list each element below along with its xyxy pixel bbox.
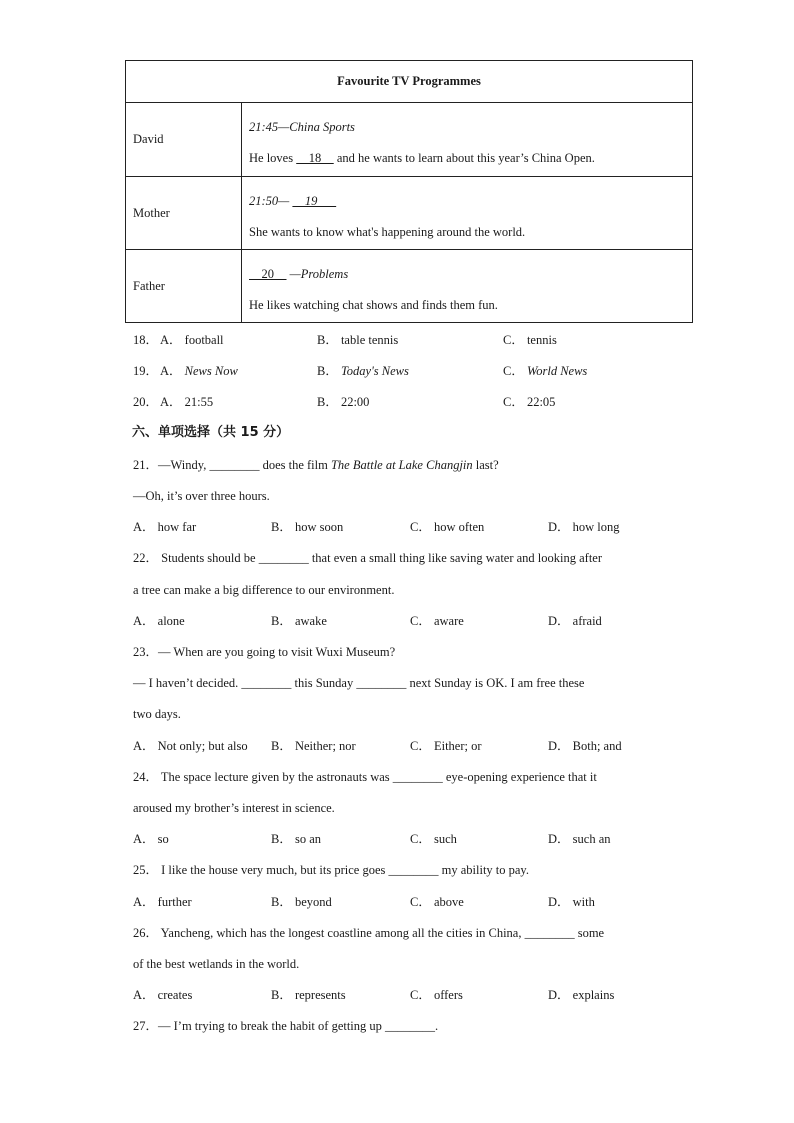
tv-programmes-table <box>125 60 693 323</box>
option-c[interactable]: C． above <box>410 895 464 909</box>
programme-time: 21:45—China Sports <box>249 120 355 134</box>
blank-20: 20 <box>249 266 287 281</box>
question-20: 20． <box>133 395 159 409</box>
table-row: Father 20 —Problems He likes watching chat shows and finds them fun. <box>126 250 693 323</box>
option-c[interactable]: C． Either; or <box>410 739 482 753</box>
blank-19: 19 <box>292 193 337 208</box>
section-heading: 六、单项选择（共 15 分） <box>132 425 290 440</box>
question-27: 27．— I’m trying to break the habit of getting up ________. <box>133 1019 439 1033</box>
option-a[interactable]: A． further <box>133 895 192 909</box>
question-23: 23．— When are you going to visit Wuxi Museum? <box>133 645 396 659</box>
option-a[interactable]: A． News Now <box>160 364 238 378</box>
option-b[interactable]: B． how soon <box>271 520 344 534</box>
question-18: 18． <box>133 333 159 347</box>
row-name: Father <box>126 250 242 323</box>
option-d[interactable]: D． how long <box>548 520 620 534</box>
option-a[interactable]: A． football <box>160 333 224 347</box>
question-text: aroused my brother’s interest in science. <box>133 801 335 815</box>
question-text: — I haven’t decided. ________ this Sunday ________ next Sunday is OK. I am free these <box>133 676 585 690</box>
option-c[interactable]: C． aware <box>410 614 464 628</box>
option-b[interactable]: B． Today's News <box>317 364 409 378</box>
option-c[interactable]: C． such <box>410 832 457 846</box>
option-b[interactable]: B． table tennis <box>317 333 399 347</box>
question-24: 24． The space lecture given by the astronauts was ________ eye-opening experience that it <box>133 770 597 784</box>
table-title: Favourite TV Programmes <box>126 61 693 103</box>
row-name: Mother <box>126 177 242 250</box>
question-25: 25． I like the house very much, but its price goes ________ my ability to pay. <box>133 863 529 877</box>
option-c[interactable]: C． tennis <box>503 333 557 347</box>
option-d[interactable]: D． afraid <box>548 614 602 628</box>
question-text: of the best wetlands in the world. <box>133 957 300 971</box>
question-21: 21．—Windy, ________ does the film The Battle at Lake Changjin last? <box>133 458 499 472</box>
table-row: Mother 21:50— 19 She wants to know what's happening around the world. <box>126 177 693 250</box>
table-row: David 21:45—China Sports He loves 18 and he wants to learn about this year’s China Open. <box>126 103 693 177</box>
row-name: David <box>126 103 242 177</box>
option-a[interactable]: A． 21:55 <box>160 395 214 409</box>
option-d[interactable]: D． Both; and <box>548 739 622 753</box>
option-b[interactable]: B． Neither; nor <box>271 739 356 753</box>
option-b[interactable]: B． 22:00 <box>317 395 370 409</box>
question-text: —Oh, it’s over three hours. <box>133 489 270 503</box>
option-d[interactable]: D． with <box>548 895 595 909</box>
blank-18: 18 <box>296 151 334 165</box>
question-22: 22． Students should be ________ that even a small thing like saving water and looking after <box>133 551 603 565</box>
option-a[interactable]: A． alone <box>133 614 185 628</box>
option-b[interactable]: B． represents <box>271 988 346 1002</box>
option-c[interactable]: C． 22:05 <box>503 395 556 409</box>
option-c[interactable]: C． offers <box>410 988 463 1002</box>
option-a[interactable]: A． how far <box>133 520 197 534</box>
option-a[interactable]: A． creates <box>133 988 193 1002</box>
question-text: two days. <box>133 707 181 721</box>
option-b[interactable]: B． awake <box>271 614 327 628</box>
option-d[interactable]: D． such an <box>548 832 611 846</box>
option-b[interactable]: B． beyond <box>271 895 332 909</box>
option-c[interactable]: C． how often <box>410 520 485 534</box>
question-26: 26． Yancheng, which has the longest coastline among all the cities in China, ________ some <box>133 926 605 940</box>
option-a[interactable]: A． Not only; but also <box>133 739 248 753</box>
question-text: a tree can make a big difference to our environment. <box>133 583 395 597</box>
option-a[interactable]: A． so <box>133 832 169 846</box>
option-b[interactable]: B． so an <box>271 832 322 846</box>
question-19: 19． <box>133 364 159 378</box>
option-c[interactable]: C． World News <box>503 364 588 378</box>
option-d[interactable]: D． explains <box>548 988 615 1002</box>
